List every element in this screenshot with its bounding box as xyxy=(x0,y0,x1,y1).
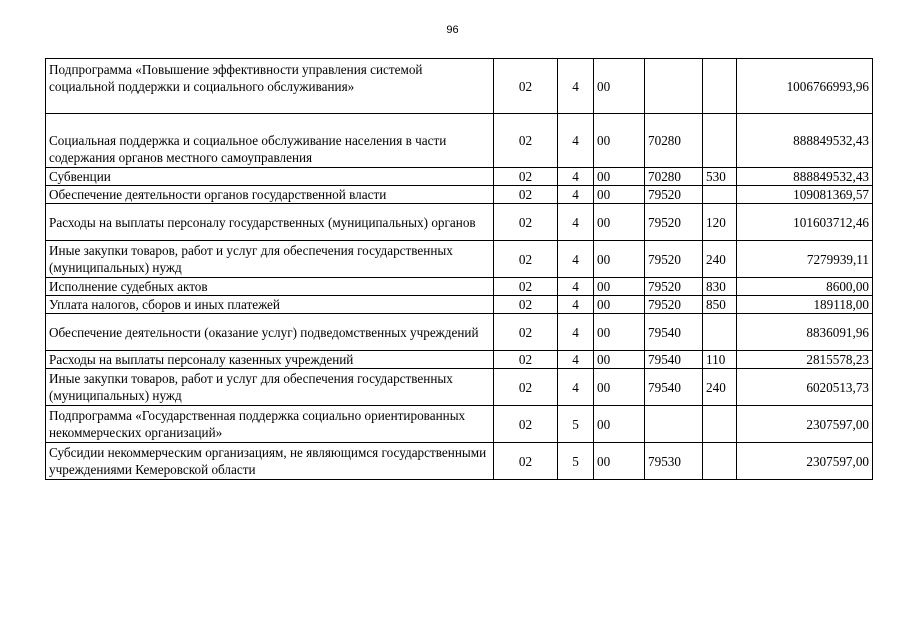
row-expense-type: 850 xyxy=(703,296,737,314)
row-name: Субсидии некоммерческим организациям, не являющимся государственными учреждениями Кемеровской области xyxy=(46,443,494,480)
row-name: Обеспечение деятельности (оказание услуг) подведомственных учреждений xyxy=(46,314,494,351)
row-subsection: 4 xyxy=(558,241,594,278)
row-article: 79520 xyxy=(645,296,703,314)
row-subsection: 4 xyxy=(558,59,594,114)
row-expense-type: 240 xyxy=(703,241,737,278)
row-amount: 189118,00 xyxy=(737,296,873,314)
row-program: 00 xyxy=(594,114,645,168)
row-expense-type: 530 xyxy=(703,168,737,186)
row-section: 02 xyxy=(494,443,558,480)
row-section: 02 xyxy=(494,204,558,241)
table-row xyxy=(46,406,873,443)
row-subsection: 4 xyxy=(558,168,594,186)
row-article: 79520 xyxy=(645,186,703,204)
row-name: Социальная поддержка и социальное обслуживание населения в части содержания органов местного самоуправления xyxy=(46,114,494,168)
row-program: 00 xyxy=(594,186,645,204)
budget-table xyxy=(45,58,873,480)
row-program: 00 xyxy=(594,168,645,186)
row-section: 02 xyxy=(494,369,558,406)
row-section: 02 xyxy=(494,278,558,296)
row-subsection: 4 xyxy=(558,369,594,406)
row-section: 02 xyxy=(494,296,558,314)
row-subsection: 4 xyxy=(558,204,594,241)
row-expense-type: 120 xyxy=(703,204,737,241)
row-section: 02 xyxy=(494,186,558,204)
row-subsection: 5 xyxy=(558,406,594,443)
row-name: Расходы на выплаты персоналу государственных (муниципальных) органов xyxy=(46,204,494,241)
row-section: 02 xyxy=(494,406,558,443)
row-name: Обеспечение деятельности органов государственной власти xyxy=(46,186,494,204)
row-expense-type: 830 xyxy=(703,278,737,296)
row-program: 00 xyxy=(594,296,645,314)
row-program: 00 xyxy=(594,369,645,406)
table-row xyxy=(46,351,873,369)
row-amount: 7279939,11 xyxy=(737,241,873,278)
row-section: 02 xyxy=(494,59,558,114)
row-name: Уплата налогов, сборов и иных платежей xyxy=(46,296,494,314)
row-expense-type: 240 xyxy=(703,369,737,406)
table-row xyxy=(46,241,873,278)
row-subsection: 4 xyxy=(558,278,594,296)
row-amount: 2307597,00 xyxy=(737,443,873,480)
table-row xyxy=(46,296,873,314)
row-name: Субвенции xyxy=(46,168,494,186)
row-expense-type xyxy=(703,443,737,480)
table-row xyxy=(46,114,873,168)
row-name: Подпрограмма «Повышение эффективности управления системой социальной поддержки и социального обслуживания» xyxy=(46,59,494,114)
row-article: 70280 xyxy=(645,168,703,186)
row-name: Подпрограмма «Государственная поддержка социально ориентированных некоммерческих организаций» xyxy=(46,406,494,443)
row-program: 00 xyxy=(594,204,645,241)
table-row xyxy=(46,369,873,406)
row-subsection: 4 xyxy=(558,351,594,369)
table-row xyxy=(46,186,873,204)
row-subsection: 4 xyxy=(558,114,594,168)
row-program: 00 xyxy=(594,351,645,369)
row-amount: 8600,00 xyxy=(737,278,873,296)
row-program: 00 xyxy=(594,59,645,114)
row-name: Исполнение судебных актов xyxy=(46,278,494,296)
row-article: 79520 xyxy=(645,278,703,296)
row-section: 02 xyxy=(494,314,558,351)
page-number: 96 xyxy=(446,24,459,36)
row-section: 02 xyxy=(494,114,558,168)
row-amount: 888849532,43 xyxy=(737,168,873,186)
row-section: 02 xyxy=(494,241,558,278)
row-article: 79540 xyxy=(645,369,703,406)
table-row xyxy=(46,278,873,296)
row-amount: 101603712,46 xyxy=(737,204,873,241)
row-amount: 888849532,43 xyxy=(737,114,873,168)
row-subsection: 4 xyxy=(558,314,594,351)
row-expense-type xyxy=(703,406,737,443)
row-program: 00 xyxy=(594,406,645,443)
table-row xyxy=(46,168,873,186)
row-article xyxy=(645,59,703,114)
table-row xyxy=(46,59,873,114)
table-row xyxy=(46,443,873,480)
row-article xyxy=(645,406,703,443)
row-amount: 8836091,96 xyxy=(737,314,873,351)
row-name: Расходы на выплаты персоналу казенных учреждений xyxy=(46,351,494,369)
row-program: 00 xyxy=(594,314,645,351)
row-expense-type xyxy=(703,186,737,204)
row-expense-type xyxy=(703,114,737,168)
table-row xyxy=(46,204,873,241)
row-section: 02 xyxy=(494,351,558,369)
row-subsection: 4 xyxy=(558,186,594,204)
row-subsection: 4 xyxy=(558,296,594,314)
row-amount: 2815578,23 xyxy=(737,351,873,369)
row-article: 79520 xyxy=(645,204,703,241)
row-amount: 2307597,00 xyxy=(737,406,873,443)
row-expense-type xyxy=(703,314,737,351)
row-article: 79540 xyxy=(645,314,703,351)
row-subsection: 5 xyxy=(558,443,594,480)
table-row xyxy=(46,314,873,351)
row-name: Иные закупки товаров, работ и услуг для обеспечения государственных (муниципальных) нужд xyxy=(46,241,494,278)
row-name: Иные закупки товаров, работ и услуг для обеспечения государственных (муниципальных) нужд xyxy=(46,369,494,406)
row-program: 00 xyxy=(594,241,645,278)
row-program: 00 xyxy=(594,443,645,480)
row-article: 70280 xyxy=(645,114,703,168)
row-program: 00 xyxy=(594,278,645,296)
row-article: 79530 xyxy=(645,443,703,480)
row-article: 79520 xyxy=(645,241,703,278)
row-expense-type: 110 xyxy=(703,351,737,369)
row-article: 79540 xyxy=(645,351,703,369)
row-amount: 109081369,57 xyxy=(737,186,873,204)
row-expense-type xyxy=(703,59,737,114)
row-amount: 6020513,73 xyxy=(737,369,873,406)
row-amount: 1006766993,96 xyxy=(737,59,873,114)
row-section: 02 xyxy=(494,168,558,186)
